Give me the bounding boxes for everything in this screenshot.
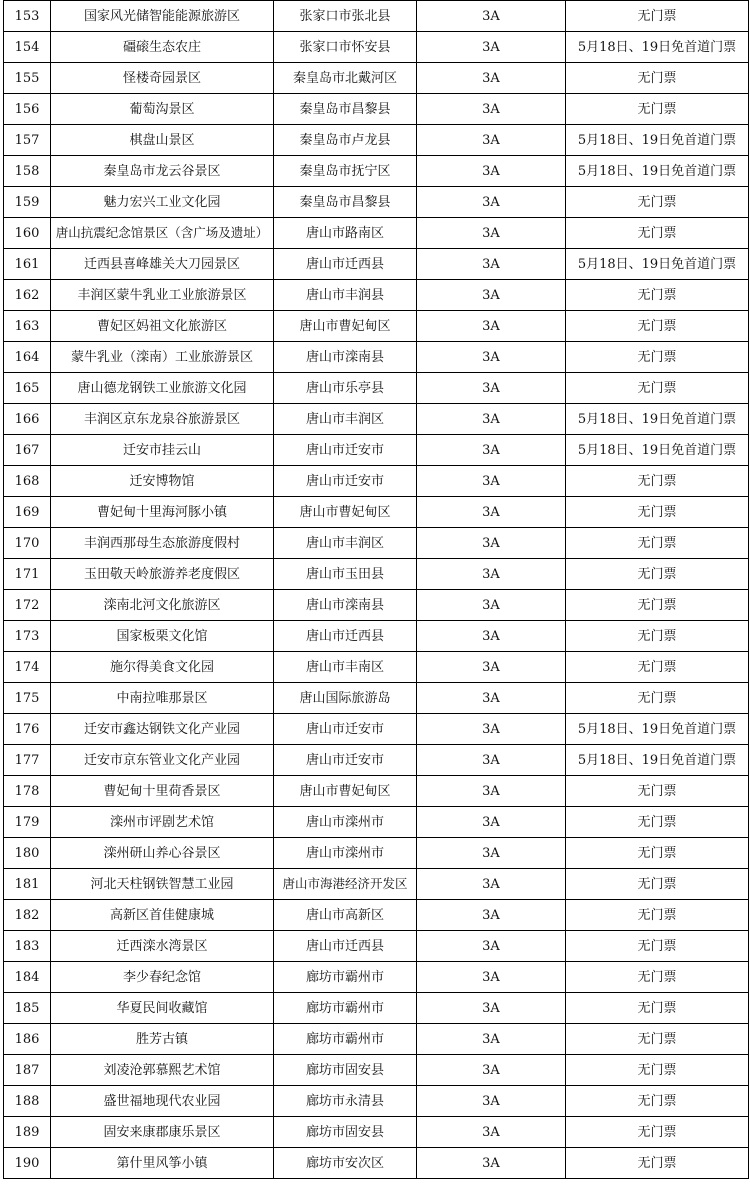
spot-level: 3A	[417, 776, 566, 807]
ticket-policy: 5月18日、19日免首道门票	[566, 714, 749, 745]
row-number: 163	[4, 311, 51, 342]
spot-location: 唐山市迁西县	[274, 249, 417, 280]
ticket-policy: 无门票	[566, 466, 749, 497]
ticket-policy: 无门票	[566, 1, 749, 32]
table-row	[4, 94, 749, 125]
ticket-policy: 无门票	[566, 497, 749, 528]
table-row	[4, 404, 749, 435]
ticket-policy: 无门票	[566, 900, 749, 931]
spot-location: 唐山市高新区	[274, 900, 417, 931]
spot-level: 3A	[417, 1024, 566, 1055]
spot-location: 廊坊市霸州市	[274, 962, 417, 993]
table-row	[4, 869, 749, 900]
ticket-policy: 无门票	[566, 776, 749, 807]
table-row	[4, 776, 749, 807]
table-row	[4, 1086, 749, 1117]
spot-name: 棋盘山景区	[51, 125, 274, 156]
spot-name: 李少春纪念馆	[51, 962, 274, 993]
ticket-policy: 无门票	[566, 621, 749, 652]
spot-name: 礓磙生态农庄	[51, 32, 274, 63]
row-number: 180	[4, 838, 51, 869]
table-row	[4, 373, 749, 404]
spot-level: 3A	[417, 714, 566, 745]
spot-location: 唐山市迁安市	[274, 745, 417, 776]
table-row	[4, 32, 749, 63]
spot-location: 唐山市迁安市	[274, 466, 417, 497]
spot-level: 3A	[417, 590, 566, 621]
spot-location: 唐山市丰润县	[274, 280, 417, 311]
spot-location: 唐山市滦南县	[274, 342, 417, 373]
ticket-policy: 5月18日、19日免首道门票	[566, 249, 749, 280]
spot-location: 唐山市丰南区	[274, 652, 417, 683]
ticket-policy: 无门票	[566, 962, 749, 993]
spot-name: 葡萄沟景区	[51, 94, 274, 125]
ticket-policy: 无门票	[566, 311, 749, 342]
spot-location: 唐山市迁安市	[274, 714, 417, 745]
spot-level: 3A	[417, 342, 566, 373]
table-row	[4, 1, 749, 32]
row-number: 181	[4, 869, 51, 900]
spot-location: 秦皇岛市北戴河区	[274, 63, 417, 94]
spot-location: 廊坊市固安县	[274, 1117, 417, 1148]
table-row	[4, 962, 749, 993]
spot-name: 迁西县喜峰雄关大刀园景区	[51, 249, 274, 280]
row-number: 154	[4, 32, 51, 63]
table-row	[4, 342, 749, 373]
spot-location: 廊坊市固安县	[274, 1055, 417, 1086]
spot-name: 河北天柱钢铁智慧工业园	[51, 869, 274, 900]
row-number: 184	[4, 962, 51, 993]
row-number: 166	[4, 404, 51, 435]
ticket-policy: 5月18日、19日免首道门票	[566, 125, 749, 156]
spot-location: 唐山市曹妃甸区	[274, 776, 417, 807]
spot-name: 丰润区京东龙泉谷旅游景区	[51, 404, 274, 435]
spot-name: 迁安博物馆	[51, 466, 274, 497]
spot-location: 唐山市滦州市	[274, 838, 417, 869]
ticket-policy: 无门票	[566, 63, 749, 94]
table-row	[4, 714, 749, 745]
row-number: 183	[4, 931, 51, 962]
ticket-policy: 无门票	[566, 590, 749, 621]
spot-location: 廊坊市霸州市	[274, 1024, 417, 1055]
table-row	[4, 745, 749, 776]
spot-name: 曹妃甸十里荷香景区	[51, 776, 274, 807]
spot-location: 秦皇岛市抚宁区	[274, 156, 417, 187]
spot-name: 盛世福地现代农业园	[51, 1086, 274, 1117]
spot-location: 秦皇岛市昌黎县	[274, 187, 417, 218]
row-number: 174	[4, 652, 51, 683]
row-number: 170	[4, 528, 51, 559]
spot-location: 唐山市迁西县	[274, 621, 417, 652]
spot-level: 3A	[417, 745, 566, 776]
row-number: 160	[4, 218, 51, 249]
table-row	[4, 63, 749, 94]
spot-name: 国家板栗文化馆	[51, 621, 274, 652]
table-row	[4, 807, 749, 838]
spot-name: 迁西滦水湾景区	[51, 931, 274, 962]
spot-level: 3A	[417, 962, 566, 993]
ticket-policy: 无门票	[566, 1086, 749, 1117]
table-row	[4, 683, 749, 714]
spot-name: 曹妃甸十里海河豚小镇	[51, 497, 274, 528]
spot-name: 高新区首佳健康城	[51, 900, 274, 931]
spot-location: 唐山市丰润区	[274, 404, 417, 435]
row-number: 161	[4, 249, 51, 280]
spot-name: 唐山德龙钢铁工业旅游文化园	[51, 373, 274, 404]
spot-level: 3A	[417, 652, 566, 683]
spot-name: 中南拉唯那景区	[51, 683, 274, 714]
spot-name: 迁安市京东管业文化产业园	[51, 745, 274, 776]
spot-location: 唐山市曹妃甸区	[274, 497, 417, 528]
spot-name: 丰润西那母生态旅游度假村	[51, 528, 274, 559]
table-row	[4, 1117, 749, 1148]
spot-name: 蒙牛乳业（滦南）工业旅游景区	[51, 342, 274, 373]
row-number: 188	[4, 1086, 51, 1117]
spot-location: 唐山市迁安市	[274, 435, 417, 466]
row-number: 157	[4, 125, 51, 156]
row-number: 187	[4, 1055, 51, 1086]
table-row	[4, 435, 749, 466]
table-row	[4, 900, 749, 931]
ticket-policy: 无门票	[566, 931, 749, 962]
spot-location: 唐山市玉田县	[274, 559, 417, 590]
table-row	[4, 249, 749, 280]
spot-name: 华夏民间收藏馆	[51, 993, 274, 1024]
row-number: 155	[4, 63, 51, 94]
spot-level: 3A	[417, 63, 566, 94]
table-row	[4, 621, 749, 652]
spot-level: 3A	[417, 528, 566, 559]
scenic-spots-table	[3, 0, 749, 1179]
spot-name: 施尔得美食文化园	[51, 652, 274, 683]
spot-level: 3A	[417, 993, 566, 1024]
spot-location: 张家口市怀安县	[274, 32, 417, 63]
row-number: 169	[4, 497, 51, 528]
row-number: 162	[4, 280, 51, 311]
spot-location: 唐山市曹妃甸区	[274, 311, 417, 342]
spot-level: 3A	[417, 32, 566, 63]
spot-name: 滦州市评剧艺术馆	[51, 807, 274, 838]
ticket-policy: 无门票	[566, 559, 749, 590]
spot-location: 唐山市路南区	[274, 218, 417, 249]
ticket-policy: 5月18日、19日免首道门票	[566, 435, 749, 466]
spot-location: 廊坊市霸州市	[274, 993, 417, 1024]
row-number: 153	[4, 1, 51, 32]
table-row	[4, 466, 749, 497]
ticket-policy: 无门票	[566, 1024, 749, 1055]
spot-name: 丰润区蒙牛乳业工业旅游景区	[51, 280, 274, 311]
row-number: 164	[4, 342, 51, 373]
spot-name: 国家风光储智能能源旅游区	[51, 1, 274, 32]
table-row	[4, 156, 749, 187]
spot-level: 3A	[417, 1117, 566, 1148]
ticket-policy: 无门票	[566, 218, 749, 249]
spot-location: 唐山市乐亭县	[274, 373, 417, 404]
spot-name: 迁安市挂云山	[51, 435, 274, 466]
ticket-policy: 无门票	[566, 94, 749, 125]
spot-location: 廊坊市永清县	[274, 1086, 417, 1117]
ticket-policy: 无门票	[566, 280, 749, 311]
table-row	[4, 838, 749, 869]
spot-location: 唐山市滦州市	[274, 807, 417, 838]
row-number: 171	[4, 559, 51, 590]
spot-level: 3A	[417, 280, 566, 311]
row-number: 186	[4, 1024, 51, 1055]
spot-name: 魅力宏兴工业文化园	[51, 187, 274, 218]
spot-level: 3A	[417, 1086, 566, 1117]
ticket-policy: 5月18日、19日免首道门票	[566, 156, 749, 187]
spot-location: 秦皇岛市昌黎县	[274, 94, 417, 125]
row-number: 177	[4, 745, 51, 776]
table-row	[4, 528, 749, 559]
table-row	[4, 1055, 749, 1086]
row-number: 167	[4, 435, 51, 466]
spot-level: 3A	[417, 311, 566, 342]
row-number: 159	[4, 187, 51, 218]
spot-level: 3A	[417, 94, 566, 125]
spot-location: 张家口市张北县	[274, 1, 417, 32]
spot-level: 3A	[417, 373, 566, 404]
spot-location: 唐山市滦南县	[274, 590, 417, 621]
row-number: 168	[4, 466, 51, 497]
ticket-policy: 无门票	[566, 1148, 749, 1179]
spot-name: 固安来康郡康乐景区	[51, 1117, 274, 1148]
spot-level: 3A	[417, 249, 566, 280]
spot-level: 3A	[417, 1055, 566, 1086]
ticket-policy: 无门票	[566, 869, 749, 900]
spot-level: 3A	[417, 559, 566, 590]
table-row	[4, 280, 749, 311]
spot-level: 3A	[417, 435, 566, 466]
table-row	[4, 931, 749, 962]
row-number: 179	[4, 807, 51, 838]
spot-name: 怪楼奇园景区	[51, 63, 274, 94]
table-row	[4, 993, 749, 1024]
spot-location: 秦皇岛市卢龙县	[274, 125, 417, 156]
ticket-policy: 无门票	[566, 1055, 749, 1086]
table-row	[4, 311, 749, 342]
row-number: 190	[4, 1148, 51, 1179]
spot-name: 刘凌沧郭慕熙艺术馆	[51, 1055, 274, 1086]
spot-name: 滦南北河文化旅游区	[51, 590, 274, 621]
row-number: 176	[4, 714, 51, 745]
ticket-policy: 5月18日、19日免首道门票	[566, 32, 749, 63]
ticket-policy: 无门票	[566, 528, 749, 559]
spot-level: 3A	[417, 125, 566, 156]
table-row	[4, 559, 749, 590]
row-number: 175	[4, 683, 51, 714]
spot-level: 3A	[417, 218, 566, 249]
row-number: 173	[4, 621, 51, 652]
spot-location: 廊坊市安次区	[274, 1148, 417, 1179]
table-row	[4, 1024, 749, 1055]
row-number: 156	[4, 94, 51, 125]
table-row	[4, 590, 749, 621]
spot-location: 唐山市丰润区	[274, 528, 417, 559]
spot-level: 3A	[417, 497, 566, 528]
spot-name: 胜芳古镇	[51, 1024, 274, 1055]
ticket-policy: 无门票	[566, 652, 749, 683]
row-number: 189	[4, 1117, 51, 1148]
ticket-policy: 无门票	[566, 373, 749, 404]
ticket-policy: 无门票	[566, 1117, 749, 1148]
ticket-policy: 无门票	[566, 187, 749, 218]
spot-level: 3A	[417, 869, 566, 900]
spot-location: 唐山市海港经济开发区	[274, 869, 417, 900]
spot-name: 玉田敬天岭旅游养老度假区	[51, 559, 274, 590]
spot-name: 滦州研山养心谷景区	[51, 838, 274, 869]
spot-level: 3A	[417, 900, 566, 931]
table-body	[4, 1, 749, 1179]
spot-level: 3A	[417, 1148, 566, 1179]
spot-name: 秦皇岛市龙云谷景区	[51, 156, 274, 187]
table-row	[4, 652, 749, 683]
table-row	[4, 1148, 749, 1179]
spot-level: 3A	[417, 621, 566, 652]
spot-name: 曹妃区妈祖文化旅游区	[51, 311, 274, 342]
spot-location: 唐山国际旅游岛	[274, 683, 417, 714]
table-row	[4, 497, 749, 528]
spot-level: 3A	[417, 404, 566, 435]
row-number: 165	[4, 373, 51, 404]
ticket-policy: 无门票	[566, 807, 749, 838]
spot-name: 第什里风筝小镇	[51, 1148, 274, 1179]
spot-level: 3A	[417, 156, 566, 187]
spot-name: 迁安市鑫达钢铁文化产业园	[51, 714, 274, 745]
ticket-policy: 无门票	[566, 683, 749, 714]
ticket-policy: 无门票	[566, 838, 749, 869]
row-number: 185	[4, 993, 51, 1024]
spot-name: 唐山抗震纪念馆景区（含广场及遗址）	[51, 218, 274, 249]
row-number: 172	[4, 590, 51, 621]
spot-level: 3A	[417, 466, 566, 497]
ticket-policy: 5月18日、19日免首道门票	[566, 404, 749, 435]
table-row	[4, 218, 749, 249]
spot-level: 3A	[417, 931, 566, 962]
row-number: 178	[4, 776, 51, 807]
spot-level: 3A	[417, 807, 566, 838]
spot-level: 3A	[417, 683, 566, 714]
row-number: 158	[4, 156, 51, 187]
table-row	[4, 125, 749, 156]
spot-level: 3A	[417, 1, 566, 32]
spot-level: 3A	[417, 838, 566, 869]
row-number: 182	[4, 900, 51, 931]
ticket-policy: 无门票	[566, 342, 749, 373]
ticket-policy: 无门票	[566, 993, 749, 1024]
spot-location: 唐山市迁西县	[274, 931, 417, 962]
table-row	[4, 187, 749, 218]
spot-level: 3A	[417, 187, 566, 218]
ticket-policy: 5月18日、19日免首道门票	[566, 745, 749, 776]
